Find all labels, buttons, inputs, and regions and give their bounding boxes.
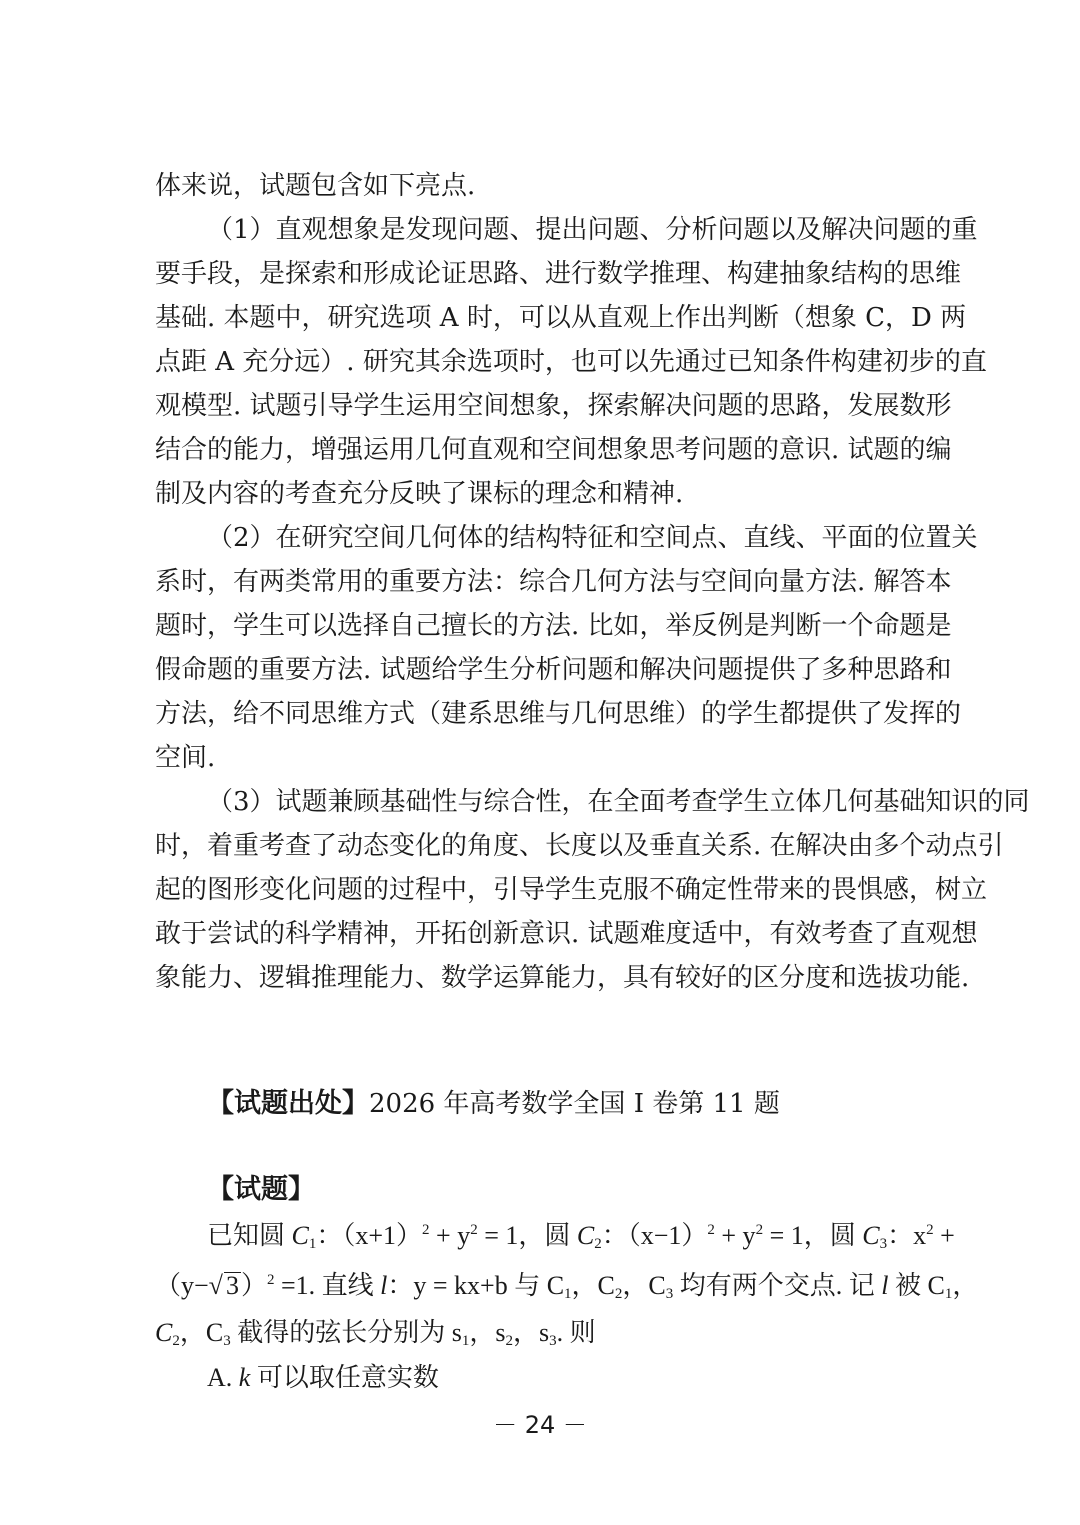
p1-line-2: 要手段，是探索和形成论证思路、进行数学推理、构建抽象结构的思维 [155,259,962,289]
p3-line-2: 时，着重考查了动态变化的角度、长度以及垂直关系. 在解决由多个动点引 [155,831,1004,861]
problem-heading [207,1166,315,1214]
p1-line-1: （1）直观想象是发现问题、提出问题、分析问题以及解决问题的重 [207,215,978,245]
p2-line-6: 空间. [155,743,216,773]
p3-line-3: 起的图形变化问题的过程中，引导学生克服不确定性带来的畏惧感，树立 [155,875,988,905]
p1-line-3: 基础. 本题中，研究选项 A 时，可以从直观上作出判断（想象 C，D 两 [155,303,967,333]
page-number: － 24 － [493,1411,587,1439]
source-text: 2026 年高考数学全国 Ⅰ 卷第 11 题 [369,1089,780,1119]
source-label: 【试题出处】 [207,1088,369,1119]
problem-label: 【试题】 [207,1174,315,1205]
p1-line-6: 结合的能力，增强运用几何直观和空间想象思考问题的意识. 试题的编 [155,435,952,465]
p2-line-4: 假命题的重要方法. 试题给学生分析问题和解决问题提供了多种思路和 [155,655,952,685]
p2-line-5: 方法，给不同思维方式（建系思维与几何思维）的学生都提供了发挥的 [155,699,962,729]
problem-line-2: （y−√ 3）$^2$ =1. 直线 l：y = kx+b 与 $C_1$，$C_2$，$C_3$ 均有两个交点. 记 l 被 $C_1$， [155,1271,979,1302]
p1-line-5: 观模型. 试题引导学生运用空间想象，探索解决问题的思路，发展数形 [155,391,952,421]
p3-line-4: 敢于尝试的科学精神，开拓创新意识. 试题难度适中，有效考查了直观想 [155,919,978,949]
p3-line-1: （3）试题兼顾基础性与综合性，在全面考查学生立体几何基础知识的同 [207,787,1030,817]
problem-line-1: 已知圆 $C_1$：$(x+1)^2 + y^2 = 1$，圆 $C_2$：$(x-1)^2 + y^2 = 1$，圆 $C_3$：$x^2$ + [207,1221,955,1252]
p3-line-5: 象能力、逻辑推理能力、数学运算能力，具有较好的区分度和选拔功能. [155,963,970,993]
sqrt-symbol: √ 3 [208,1271,239,1300]
intro-line: 体来说，试题包含如下亮点. [155,171,476,201]
p2-line-3: 题时，学生可以选择自己擅长的方法. 比如，举反例是判断一个命题是 [155,611,952,641]
p1-line-7: 制及内容的考查充分反映了课标的理念和精神. [155,479,684,509]
option-a: A. k 可以取任意实数 [207,1363,439,1392]
problem-line-3: $C_2$，$C_3$ 截得的弦长分别为 $s_1$，$s_2$，$s_3$. 则 [155,1318,596,1349]
p2-line-2: 系时，有两类常用的重要方法：综合几何方法与空间向量方法. 解答本 [155,567,952,597]
p2-line-1: （2）在研究空间几何体的结构特征和空间点、直线、平面的位置关 [207,523,978,553]
source-line [207,1080,780,1128]
p1-line-4: 点距 A 充分远）. 研究其余选项时，也可以先通过已知条件构建初步的直 [155,347,987,377]
